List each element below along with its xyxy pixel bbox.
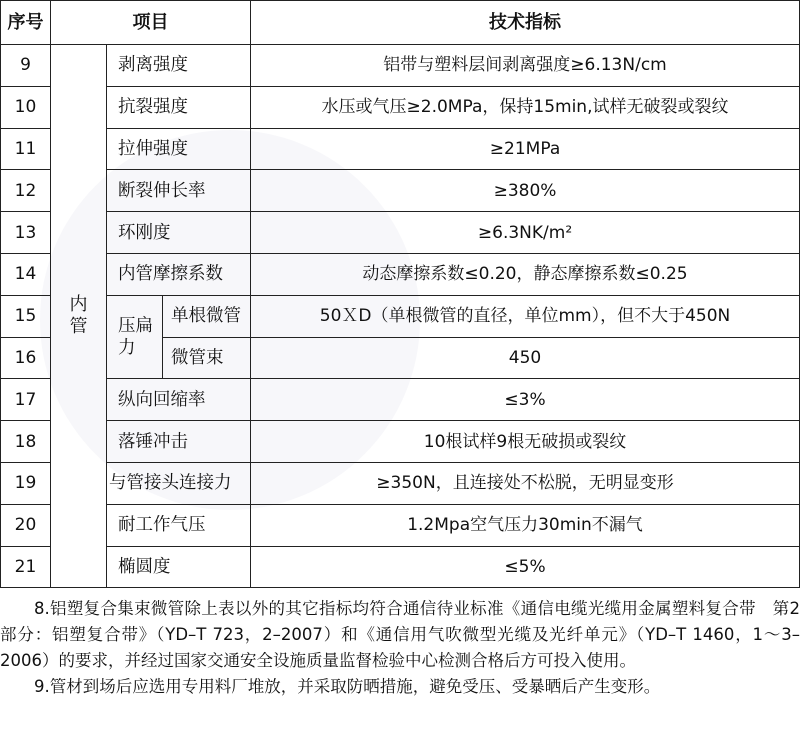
- row-item: 落锤冲击: [107, 421, 251, 463]
- table-row: [1, 253, 800, 295]
- table-row: [1, 421, 800, 463]
- table-row: [1, 128, 800, 170]
- row-no: 15: [1, 295, 51, 337]
- row-item: 椭圆度: [107, 546, 251, 588]
- table-row: [1, 462, 800, 504]
- row-item: 环刚度: [107, 212, 251, 254]
- row-item: 与管接头连接力: [107, 462, 251, 504]
- row-no: 12: [1, 170, 51, 212]
- table-row: [1, 212, 800, 254]
- row-spec: ≥350N，且连接处不松脱，无明显变形: [251, 462, 800, 504]
- row-item: 单根微管: [163, 295, 251, 337]
- header-no: 序号: [1, 1, 51, 45]
- row-no: 20: [1, 504, 51, 546]
- header-spec: 技术指标: [251, 1, 800, 45]
- note-8: 8.铝塑复合集束微管除上表以外的其它指标均符合通信待业标准《通信电缆光缆用金属塑料复合带 第2部分：铝塑复合带》（YD–T 723，2–2007）和《通信用气吹微型光缆及光纤单元》（YD–T 1460，1～3–2006）的要求，并经过国家交通安全设施质量监督检验中心检测合格后方可投入使用。: [0, 599, 800, 670]
- row-spec: 50ＸD（单根微管的直径，单位mm），但不大于450N: [251, 295, 800, 337]
- table-row: [1, 45, 800, 87]
- row-no: 21: [1, 546, 51, 588]
- row-item: 拉伸强度: [107, 128, 251, 170]
- row-item: 抗裂强度: [107, 86, 251, 128]
- table-row: [1, 170, 800, 212]
- header-item: 项目: [51, 1, 251, 45]
- row-spec: 1.2Mpa空气压力30min不漏气: [251, 504, 800, 546]
- row-item: 剥离强度: [107, 45, 251, 87]
- row-item: 内管摩擦系数: [107, 253, 251, 295]
- row-spec: 动态摩擦系数≤0.20，静态摩擦系数≤0.25: [251, 253, 800, 295]
- row-spec: ≤3%: [251, 379, 800, 421]
- pressure-group-label: 压扁力: [107, 295, 163, 379]
- table-row: [1, 504, 800, 546]
- table-row: [1, 546, 800, 588]
- table-row: [1, 295, 800, 337]
- row-spec: ≥380%: [251, 170, 800, 212]
- row-spec: 铝带与塑料层间剥离强度≥6.13N/cm: [251, 45, 800, 87]
- row-no: 13: [1, 212, 51, 254]
- row-item: 断裂伸长率: [107, 170, 251, 212]
- row-spec: 450: [251, 337, 800, 379]
- row-no: 14: [1, 253, 51, 295]
- notes-section: [0, 596, 800, 700]
- row-item: 纵向回缩率: [107, 379, 251, 421]
- table-row: [1, 379, 800, 421]
- row-no: 10: [1, 86, 51, 128]
- row-no: 19: [1, 462, 51, 504]
- row-item: 微管束: [163, 337, 251, 379]
- row-no: 17: [1, 379, 51, 421]
- row-item: 耐工作气压: [107, 504, 251, 546]
- row-no: 9: [1, 45, 51, 87]
- row-spec: 10根试样9根无破损或裂纹: [251, 421, 800, 463]
- note-9: 9.管材到场后应选用专用料厂堆放，并采取防晒措施，避免受压、受暴晒后产生变形。: [34, 677, 661, 696]
- table-header-row: [1, 1, 800, 45]
- row-spec: ≥6.3NK/m²: [251, 212, 800, 254]
- row-spec: ≥21MPa: [251, 128, 800, 170]
- row-no: 18: [1, 421, 51, 463]
- table-row: [1, 86, 800, 128]
- group-label-inner-tube: 内管: [51, 45, 107, 588]
- row-no: 11: [1, 128, 51, 170]
- row-spec: ≤5%: [251, 546, 800, 588]
- row-no: 16: [1, 337, 51, 379]
- row-spec: 水压或气压≥2.0MPa，保持15min,试样无破裂或裂纹: [251, 86, 800, 128]
